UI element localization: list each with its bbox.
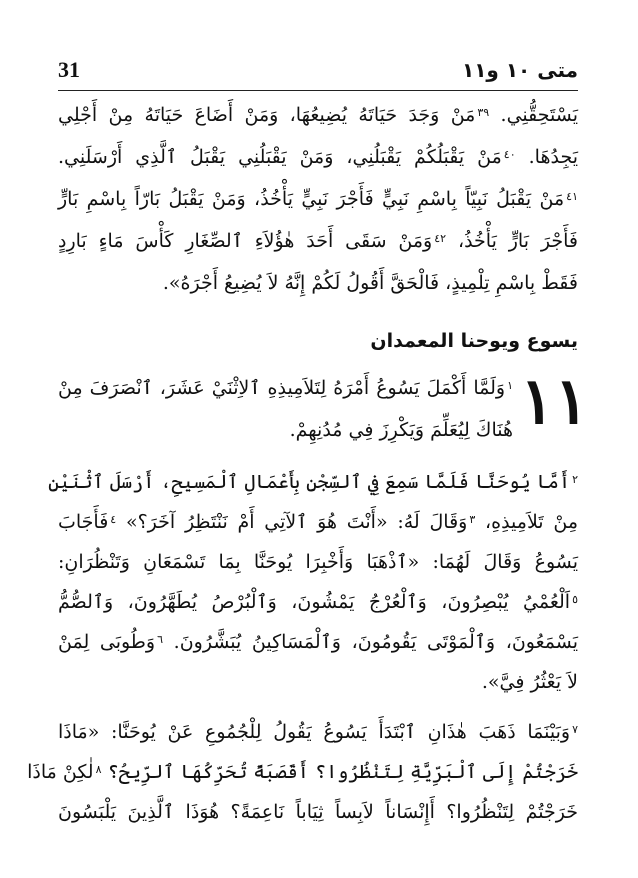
text-line: $^٢$أَمَّا يُوحَنَّا فَلَمَّا سَمِعَ فِي ٱلسِّجْنِ بِأَعْمَالِ ٱلْمَسِيحِ، أَرْسَلَ ٱثْنَيْنِ <box>48 471 578 493</box>
text-line: يَجِدُهَا. $^{٤٠}$مَنْ يَقْبَلُكُمْ يَقْبَلُنِي، وَمَنْ يَقْبَلُنِي يَقْبَلُ ٱلَّذِي أَرْسَلَنِي. <box>58 146 578 168</box>
text-line: هُنَاكَ لِيُعَلِّمَ وَيَكْرِزَ فِي مُدُنِهِمْ. <box>289 419 513 441</box>
verse-number: ٤ <box>110 513 117 526</box>
verse-number: ٦ <box>157 633 164 646</box>
text-line: مِنْ تَلاَمِيذِهِ، $^٣$وَقَالَ لَهُ: «أَنْتَ هُوَ ٱلآتِي أَمْ نَنْتَظِرُ آخَرَ؟» $^٤$فَأَجَابَ <box>58 511 578 533</box>
text-line: فَأَجْرَ بَارٍّ يَأْخُذُ، $^{٤٢}$وَمَنْ سَقَى أَحَدَ هٰؤُلاَءِ ٱلصِّغَارِ كَأْسَ مَاءٍ بَارِدٍ <box>58 230 579 252</box>
page-number: 31 <box>58 57 80 82</box>
verse-number: ٤٢ <box>434 232 447 245</box>
verse-number: ٤٠ <box>503 148 516 161</box>
verse-number: ٣ <box>469 513 476 526</box>
text-line: يَسُوعُ وَقَالَ لَهُمَا: «ٱذْهَبَا وَأَخْبِرَا يُوحَنَّا بِمَا تَسْمَعَانِ وَتَنْظُرَانِ: <box>58 551 578 573</box>
verse-number: ٢ <box>572 473 578 486</box>
text-line: خَرَجْتُمْ لِتَنْظُرُوا؟ أَإِنْسَاناً لاَبِساً ثِيَاباً نَاعِمَةً؟ هُوَذَا ٱلَّذِينَ يَلْبَسُونَ <box>58 801 578 823</box>
text-line: يَسْمَعُونَ، وَٱلْمَوْتَى يَقُومُونَ، وَٱلْمَسَاكِينُ يُبَشَّرُونَ. $^٦$وَطُوبَى لِمَنْ <box>58 631 578 653</box>
verse-number: ٧ <box>572 723 578 736</box>
text-line: لاَ يَعْثُرُ فِيَّ». <box>481 671 578 693</box>
verse-number: ٥ <box>572 593 578 606</box>
text-line: فَقَطْ بِاسْمِ تِلْمِيذٍ، فَالْحَقَّ أَقُولُ لَكُمْ إِنَّهُ لاَ يُضِيعُ أَجْرَهُ». <box>162 272 578 294</box>
section-heading: يسوع ويوحنا المعمدان <box>370 330 578 352</box>
text-line: $^٥$اَلْعُمْيُ يُبْصِرُونَ، وَٱلْعُرْجُ يَمْشُونَ، وَٱلْبُرْصُ يُطَهَّرُونَ، وَٱلصُّمُّ <box>58 591 578 613</box>
verse-number: ٣٩ <box>477 106 490 119</box>
chapter-number: ١١ <box>520 366 589 437</box>
verse-number: ٨ <box>95 763 102 776</box>
verse-number: ٤١ <box>566 190 578 203</box>
text-line: يَسْتَحِقُّنِي. $^{٣٩}$مَنْ وَجَدَ حَيَاتَهُ يُضِيعُهَا، وَمَنْ أَضَاعَ حَيَاتَهُ مِنْ أَجْلِي <box>58 104 578 126</box>
page-header <box>58 50 578 91</box>
text-line: $^٧$وَبَيْنَمَا ذَهَبَ هٰذَانِ ٱبْتَدَأَ يَسُوعُ يَقُولُ لِلْجُمُوعِ عَنْ يُوحَنَّا: «مَاذَا <box>58 721 578 743</box>
verse-number: ١ <box>507 379 513 392</box>
text-line: $^١$وَلَمَّا أَكْمَلَ يَسُوعُ أَمْرَهُ لِتَلاَمِيذِهِ ٱلاِثْنَيْ عَشَرَ، ٱنْصَرَفَ مِنْ <box>58 377 513 399</box>
running-title: متى ١٠ و١١ <box>462 58 578 82</box>
text-line: $^{٤١}$مَنْ يَقْبَلُ نَبِيّاً بِاسْمِ نَبِيٍّ فَأَجْرَ نَبِيٍّ يَأْخُذُ، وَمَنْ يَقْبَلُ بَارّاً بِاسْمِ بَارٍّ <box>58 188 578 210</box>
text-line: خَرَجْتُمْ إِلَى ٱلْبَرِّيَّةِ لِتَنْظُرُوا؟ أَقَصَبَةً تُحَرِّكُهَا ٱلرِّيحُ؟ $^٨$لٰكِنْ مَاذَا <box>27 761 578 783</box>
